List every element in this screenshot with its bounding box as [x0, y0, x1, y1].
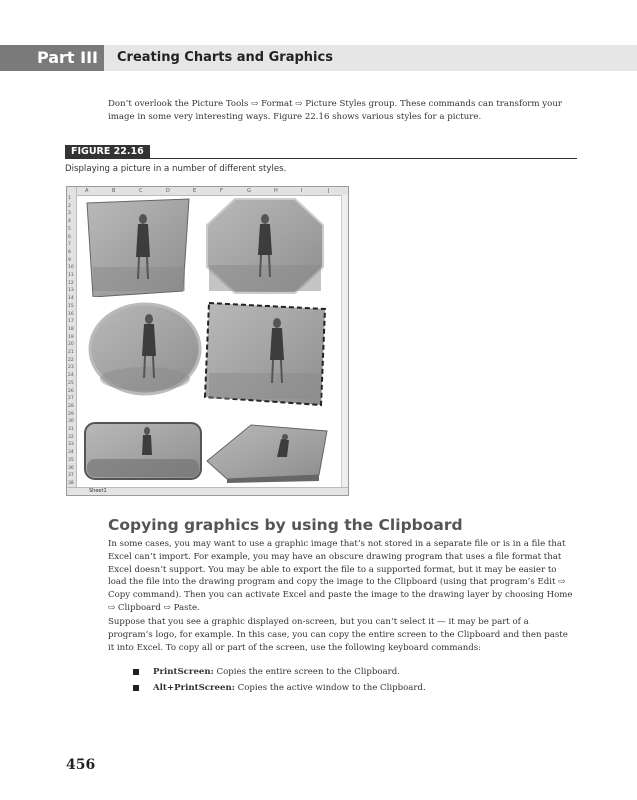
row-header[interactable]: 31 [68, 427, 74, 432]
list-item [133, 664, 573, 680]
row-header[interactable]: 22 [68, 357, 74, 363]
keyboard-commands-list [133, 664, 573, 696]
row-header[interactable]: 18 [68, 326, 74, 332]
intro-paragraph: Don’t overlook the Picture Tools ⇨ Format ⇨ Picture Styles group. These commands can transform your image in some very interesting ways. Figure 22.16 shows various styles for a picture. [108, 99, 562, 122]
section-paragraph-1: In some cases, you may want to use a graphic image that’s not stored in a separate file or is in a file that Excel can’t import. For example, you may have an obscure drawing program that uses a file format that Excel doesn’t support. You may be able to export the file to a supported format, but it may be easier to load the file into the drawing program and copy the image to the Clipboard (using that program’s Edit ⇨ Copy command). Then you can activate Excel and paste the image to the drawing layer by choosing Home ⇨ Clipboard ⇨ Paste. [108, 539, 573, 613]
row-header[interactable]: 25 [68, 380, 74, 386]
bullet-key: Alt+PrintScreen: [153, 683, 235, 693]
sheet-tab[interactable]: Sheet1 [89, 488, 107, 494]
row-header[interactable]: 6 [68, 234, 71, 240]
row-header[interactable]: 26 [68, 388, 74, 394]
row-header[interactable]: 37 [68, 473, 74, 479]
sheet-tab-bar [67, 487, 348, 495]
row-header[interactable]: 29 [68, 411, 74, 417]
column-header[interactable]: C [139, 188, 143, 194]
row-header[interactable]: 32 [68, 434, 74, 440]
bullet-text: Copies the entire screen to the Clipboard. [216, 667, 400, 677]
row-header[interactable]: 1 [68, 196, 71, 201]
row-header[interactable]: 5 [68, 226, 71, 232]
column-header[interactable]: D [166, 188, 170, 194]
row-headers [67, 187, 77, 487]
column-header[interactable]: J [328, 188, 330, 194]
bullet-key: PrintScreen: [153, 667, 214, 677]
row-header[interactable]: 38 [68, 480, 74, 486]
bullet-square-icon [133, 669, 139, 675]
part-label: Part III [0, 45, 104, 71]
row-header[interactable]: 30 [68, 419, 74, 425]
row-header[interactable]: 16 [68, 311, 74, 317]
figure-label: FIGURE 22.16 [65, 145, 150, 159]
column-header[interactable]: E [193, 188, 197, 194]
row-header[interactable]: 14 [68, 296, 74, 302]
row-header[interactable]: 4 [68, 219, 71, 225]
row-header[interactable]: 35 [68, 457, 74, 463]
row-header[interactable]: 7 [68, 242, 71, 248]
row-header[interactable]: 20 [68, 342, 74, 348]
picture-3d-perspective[interactable] [203, 413, 329, 483]
column-header[interactable]: H [274, 188, 278, 194]
row-header[interactable]: 27 [68, 396, 74, 402]
row-header[interactable]: 33 [68, 442, 74, 448]
picture-perspective[interactable] [83, 197, 193, 297]
picture-bevel[interactable] [83, 421, 203, 481]
column-header[interactable]: I [301, 188, 303, 194]
row-header[interactable]: 10 [68, 265, 74, 271]
row-header[interactable]: 34 [68, 450, 74, 456]
vertical-scrollbar[interactable] [341, 195, 348, 488]
row-header[interactable]: 24 [68, 373, 74, 379]
picture-oval[interactable] [87, 301, 203, 397]
row-header[interactable]: 28 [68, 403, 74, 409]
figure-screenshot [66, 186, 349, 496]
bullet-square-icon [133, 685, 139, 691]
row-header[interactable]: 11 [68, 273, 74, 278]
column-headers [67, 187, 348, 196]
row-header[interactable]: 21 [68, 350, 74, 355]
row-header[interactable]: 19 [68, 334, 74, 340]
picture-octagon[interactable] [205, 197, 325, 295]
row-header[interactable]: 9 [68, 257, 71, 263]
column-header[interactable]: F [220, 188, 223, 194]
row-header[interactable]: 17 [68, 319, 74, 325]
row-header[interactable]: 8 [68, 249, 71, 255]
section-paragraph-2: Suppose that you see a graphic displayed on-screen, but you can’t select it — it may be part of a program’s logo, for example. In this case, you can copy the entire screen to the Clipboard and then paste it into Excel. To copy all or part of the screen, use the following keyboard commands: [108, 617, 568, 653]
figure-rule [65, 158, 577, 159]
row-header[interactable]: 23 [68, 365, 74, 371]
row-header[interactable]: 13 [68, 288, 74, 294]
row-header[interactable]: 2 [68, 203, 71, 209]
column-header[interactable]: A [85, 188, 89, 194]
header-title: Creating Charts and Graphics [117, 50, 333, 65]
picture-dashed-rotated[interactable] [201, 293, 331, 411]
section-heading: Copying graphics by using the Clipboard [108, 516, 463, 534]
list-item [133, 680, 573, 696]
figure-caption: Displaying a picture in a number of different styles. [65, 164, 287, 174]
column-header[interactable]: G [247, 188, 251, 194]
row-header[interactable]: 36 [68, 465, 74, 471]
bullet-text: Copies the active window to the Clipboard. [237, 683, 426, 693]
column-header[interactable]: B [112, 188, 116, 194]
row-header[interactable]: 3 [68, 211, 71, 217]
page-number: 456 [66, 757, 96, 773]
row-header[interactable]: 15 [68, 303, 74, 309]
row-header[interactable]: 12 [68, 280, 74, 286]
